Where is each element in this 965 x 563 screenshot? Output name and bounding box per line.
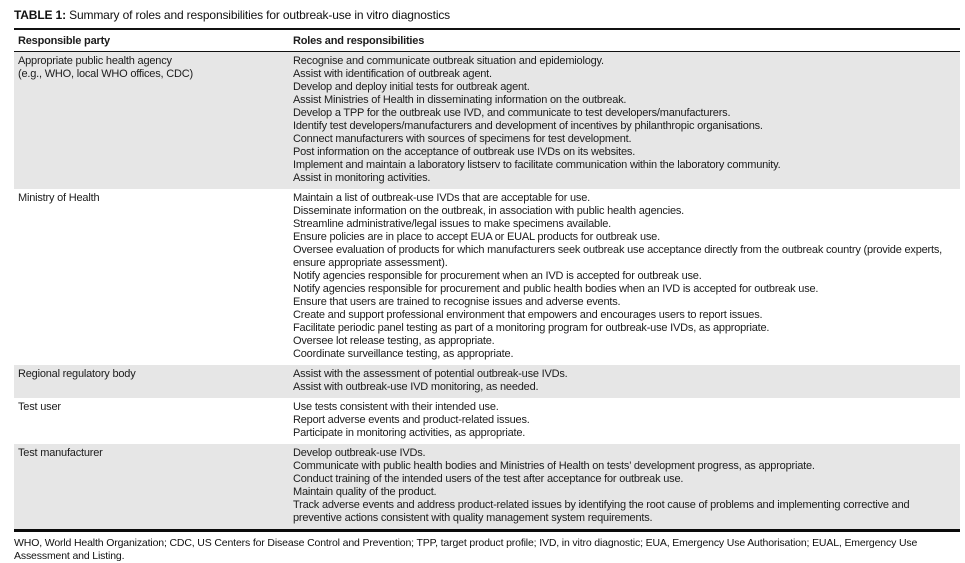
role-item: Disseminate information on the outbreak, in association with public health agencies. <box>293 205 685 217</box>
role-item: Assist with outbreak-use IVD monitoring, as needed. <box>293 381 539 393</box>
role-item: Assist with the assessment of potential outbreak-use IVDs. <box>293 368 568 380</box>
table-1 <box>14 6 960 563</box>
role-item: Coordinate surveillance testing, as appropriate. <box>293 348 514 360</box>
column-header-responsible-party: Responsible party <box>18 35 110 47</box>
role-item: Streamline administrative/legal issues to make specimens available. <box>293 218 611 230</box>
role-item: Track adverse events and address product-related issues by identifying the root cause of problems and implementing corrective and preventive actions consistent with quality management system requirements. <box>293 499 910 524</box>
role-item: Assist with identification of outbreak agent. <box>293 68 492 80</box>
responsible-party-cell <box>14 368 293 394</box>
role-item: Participate in monitoring activities, as appropriate. <box>293 427 526 439</box>
table-row <box>14 52 960 189</box>
role-item: Create and support professional environment that empowers and encourages users to report issues. <box>293 309 763 321</box>
role-item: Recognise and communicate outbreak situation and epidemiology. <box>293 55 604 67</box>
role-item: Facilitate periodic panel testing as part of a monitoring program for outbreak-use IVDs, as appropriate. <box>293 322 770 334</box>
table-row <box>14 365 960 398</box>
responsible-party-cell <box>14 192 293 361</box>
role-item: Conduct training of the intended users of the test after acceptance for outbreak use. <box>293 473 684 485</box>
responsible-party-line: Regional regulatory body <box>18 368 136 380</box>
table-body <box>14 52 960 529</box>
roles-responsibilities-cell <box>293 368 960 394</box>
role-item: Maintain quality of the product. <box>293 486 437 498</box>
roles-responsibilities-cell <box>293 401 960 440</box>
table-caption: Summary of roles and responsibilities for outbreak-use in vitro diagnostics <box>65 8 451 22</box>
responsible-party-cell <box>14 55 293 185</box>
role-item: Report adverse events and product-related issues. <box>293 414 530 426</box>
role-item: Communicate with public health bodies and Ministries of Health on tests’ development progress, as appropriate. <box>293 460 815 472</box>
responsible-party-line: Appropriate public health agency <box>18 55 172 67</box>
column-header-roles-responsibilities: Roles and responsibilities <box>293 35 425 47</box>
responsible-party-line: Ministry of Health <box>18 192 100 204</box>
table-row <box>14 398 960 444</box>
table-header-row <box>14 28 960 52</box>
role-item: Identify test developers/manufacturers and development of incentives by philanthropic organisations. <box>293 120 763 132</box>
role-item: Notify agencies responsible for procurement when an IVD is accepted for outbreak use. <box>293 270 702 282</box>
role-item: Oversee lot release testing, as appropriate. <box>293 335 495 347</box>
responsible-party-line: Test user <box>18 401 61 413</box>
roles-responsibilities-cell <box>293 447 960 525</box>
table-row <box>14 444 960 529</box>
table-label: TABLE 1: <box>14 8 66 22</box>
role-item: Develop outbreak-use IVDs. <box>293 447 426 459</box>
table-row <box>14 189 960 365</box>
role-item: Ensure that users are trained to recognise issues and adverse events. <box>293 296 621 308</box>
roles-responsibilities-cell <box>293 192 960 361</box>
role-item: Connect manufacturers with sources of specimens for test development. <box>293 133 632 145</box>
role-item: Develop and deploy initial tests for outbreak agent. <box>293 81 530 93</box>
roles-responsibilities-cell <box>293 55 960 185</box>
role-item: Post information on the acceptance of outbreak use IVDs on its websites. <box>293 146 636 158</box>
responsible-party-line: Test manufacturer <box>18 447 103 459</box>
table-title <box>14 6 960 28</box>
role-item: Assist Ministries of Health in disseminating information on the outbreak. <box>293 94 627 106</box>
responsible-party-cell <box>14 447 293 525</box>
role-item: Maintain a list of outbreak-use IVDs that are acceptable for use. <box>293 192 590 204</box>
role-item: Assist in monitoring activities. <box>293 172 431 184</box>
role-item: Oversee evaluation of products for which manufacturers seek outbreak use acceptance directly from the outbreak country (provide experts, ensure appropriate assessment). <box>293 244 943 269</box>
role-item: Notify agencies responsible for procurement and public health bodies when an IVD is accepted for outbreak use. <box>293 283 819 295</box>
role-item: Ensure policies are in place to accept EUA or EUAL products for outbreak use. <box>293 231 660 243</box>
responsible-party-line: (e.g., WHO, local WHO offices, CDC) <box>18 68 193 80</box>
table-footnote: WHO, World Health Organization; CDC, US Centers for Disease Control and Prevention; TPP, target product profile; IVD, in vitro diagnostic; EUA, Emergency Use Authorisation; EUAL, Emergency Use Assessment and Listing. <box>14 537 918 562</box>
role-item: Implement and maintain a laboratory listserv to facilitate communication within the laboratory community. <box>293 159 781 171</box>
role-item: Develop a TPP for the outbreak use IVD, and communicate to test developers/manufacturers. <box>293 107 731 119</box>
responsible-party-cell <box>14 401 293 440</box>
role-item: Use tests consistent with their intended use. <box>293 401 499 413</box>
